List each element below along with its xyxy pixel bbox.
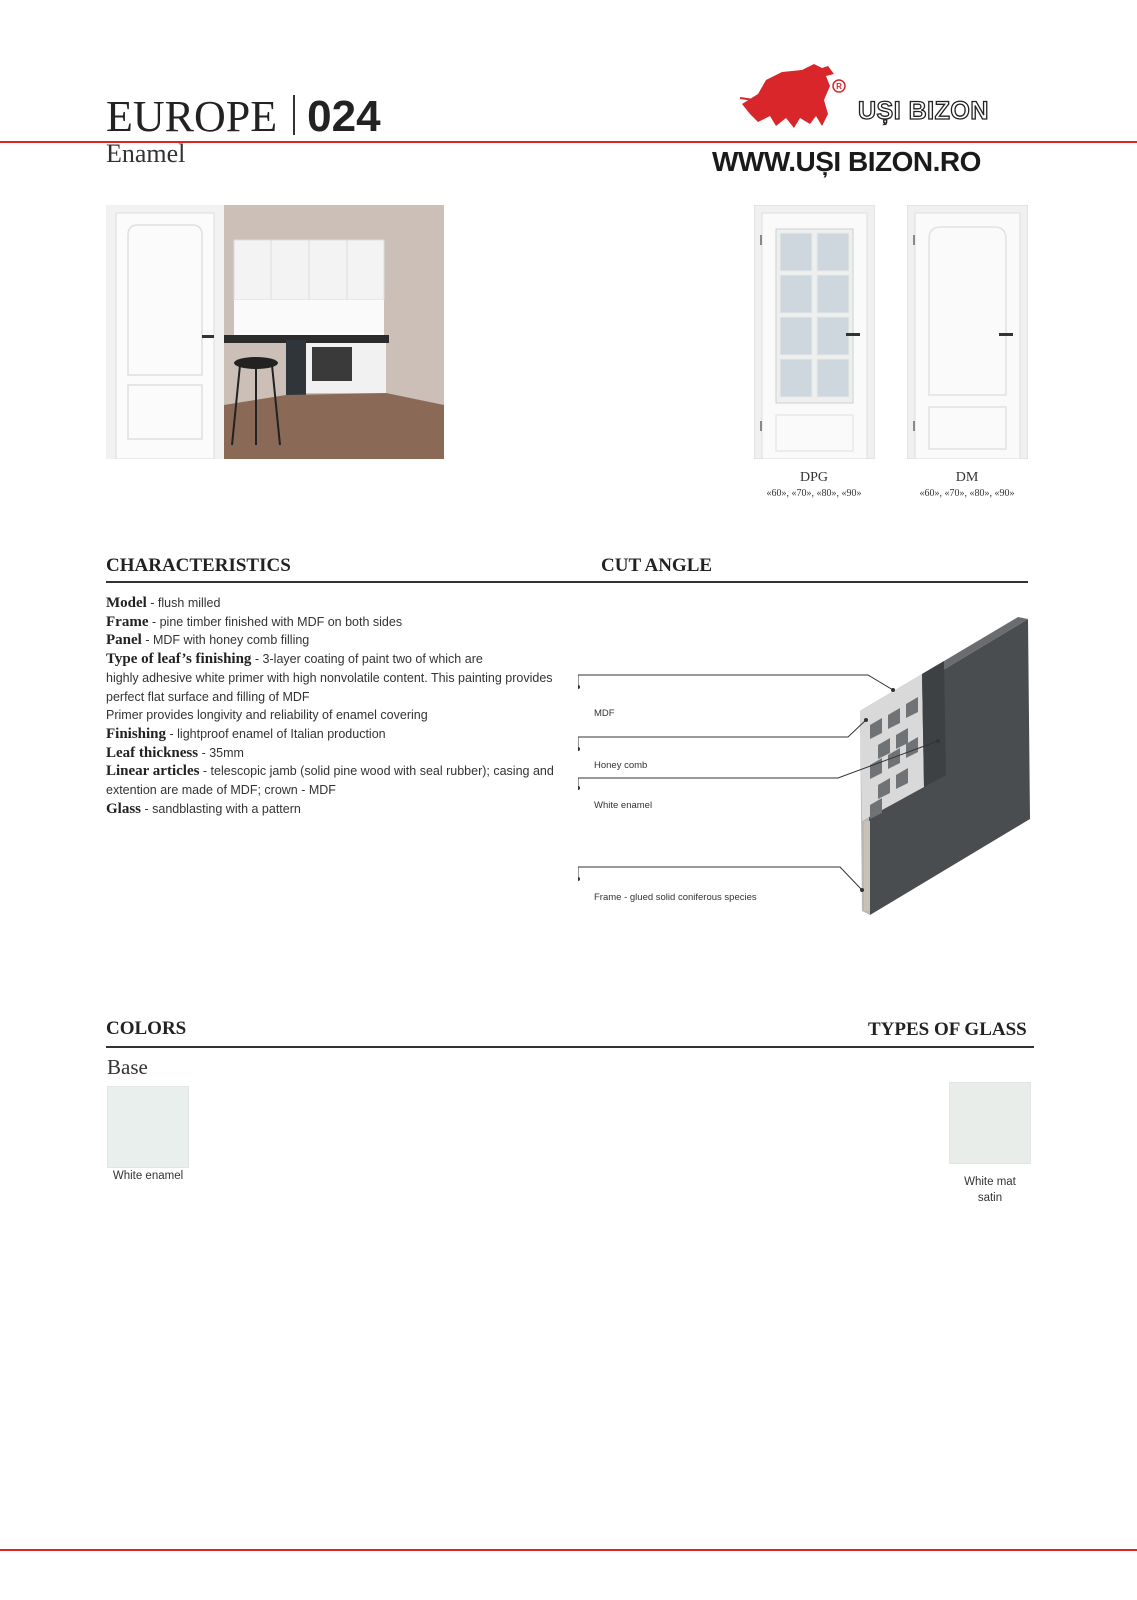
- model-number: 024: [307, 92, 381, 141]
- color-group-label: Base: [107, 1055, 148, 1079]
- title-separator: [293, 95, 295, 135]
- bull-logo-icon: [736, 60, 848, 132]
- spec-line: Frame - pine timber finished with MDF on both sides: [106, 613, 403, 630]
- variant-dpg-code: DPG: [799, 470, 828, 485]
- color-swatch-label: White enamel: [112, 1170, 184, 1182]
- cut-angle-heading: CUT ANGLE: [601, 555, 713, 576]
- callout-frame: Frame - glued solid coniferous species: [594, 892, 757, 903]
- callout-honey-comb: Honey comb: [594, 760, 648, 771]
- variant-dm-code: DM: [955, 470, 979, 485]
- section-rule: [106, 581, 1028, 583]
- glass-swatch-white-mat-satin[interactable]: [949, 1082, 1031, 1164]
- spec-line: extention are made of MDF; crown - MDF: [106, 783, 336, 798]
- colors-rule: [106, 1046, 1034, 1048]
- spec-line: Type of leaf’s finishing - 3-layer coating of paint two of which are: [106, 651, 483, 668]
- spec-line: Primer provides longivity and reliability of enamel covering: [106, 708, 428, 723]
- door-dm-image: [907, 205, 1028, 459]
- spec-line: Linear articles - telescopic jamb (solid pine wood with seal rubber); casing and: [106, 763, 554, 780]
- footer-rule: [0, 1549, 1137, 1551]
- spec-line: Glass - sandblasting with a pattern: [106, 800, 301, 817]
- callout-white-enamel: White enamel: [594, 800, 653, 811]
- spec-line: Finishing - lightproof enamel of Italian production: [106, 725, 386, 742]
- brand-name: UȘI BIZON: [858, 97, 989, 125]
- variant-dpg-sizes: «60», «70», «80», «90»: [766, 488, 862, 499]
- characteristics-heading: CHARACTERISTICS: [106, 555, 291, 576]
- spec-line: Leaf thickness - 35mm: [106, 744, 244, 761]
- spec-line: perfect flat surface and filling of MDF: [106, 689, 310, 704]
- model-name: EUROPE: [106, 92, 278, 141]
- color-swatch-white-enamel[interactable]: [107, 1086, 189, 1168]
- page-title: [106, 92, 381, 142]
- characteristics-list: [106, 594, 566, 818]
- interior-photo: [106, 205, 444, 459]
- callout-mdf: MDF: [594, 708, 615, 719]
- website-link[interactable]: WWW.UȘI BIZON.RO: [712, 146, 981, 177]
- spec-line: Panel - MDF with honey comb filling: [106, 632, 310, 649]
- spec-line: Model - flush milled: [106, 595, 221, 611]
- glass-swatch-label: White mat satin: [964, 1176, 1016, 1204]
- glass-heading: TYPES OF GLASS: [868, 1019, 1027, 1040]
- door-dpg-image: [754, 205, 875, 459]
- finish-subtitle: Enamel: [106, 139, 186, 168]
- variant-dm-sizes: «60», «70», «80», «90»: [919, 488, 1015, 499]
- spec-line: highly adhesive white primer with high nonvolatile content. This painting provides: [106, 670, 553, 685]
- svg-text:R: R: [836, 82, 842, 91]
- colors-heading: COLORS: [106, 1018, 187, 1039]
